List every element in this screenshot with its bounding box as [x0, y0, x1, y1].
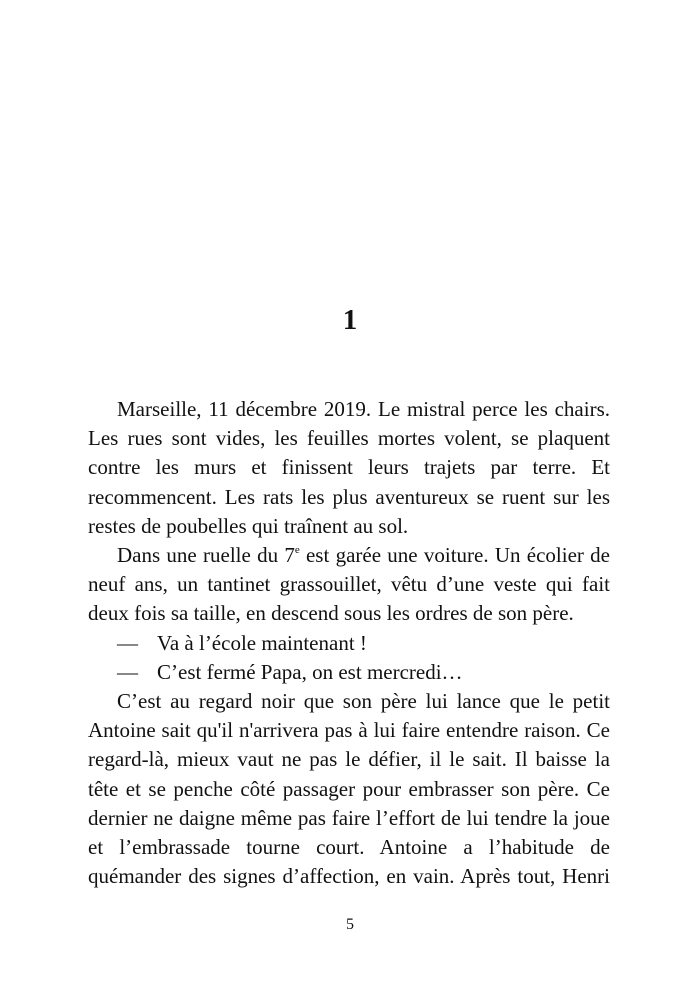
dialogue-line-father [88, 629, 610, 658]
dialogue-line-son [88, 658, 610, 687]
body-text [88, 395, 610, 891]
dialogue-dash: — [117, 659, 138, 684]
paragraph-car [88, 541, 610, 629]
dialogue-text: C’est fermé Papa, on est mercredi… [157, 659, 463, 684]
chapter-number: 1 [342, 304, 358, 336]
paragraph-car-end: est garée une voiture. Un écolier de neuf ans, un tantinet grassouillet, vêtu d’une veste qui fait deux fois sa taille, en descend sous les ordres de son père. [88, 543, 610, 626]
paragraph-car-start: Dans une ruelle du 7 [117, 543, 295, 568]
paragraph-glance: C’est au regard noir que son père lui lance que le petit Antoine sait qu'il n'arrivera pas à lui faire entendre raison. Ce regard-là, mieux vaut ne pas le défier, il le sait. Il baisse la tête et se penche côté passager pour embrasser son père. Ce dernier ne daigne même pas faire l’effort de lui tendre la joue et l’embrassade tourne court. Antoine a l’habitude de quémander des signes d’affection, en vain. Après tout, Henri [88, 689, 610, 889]
ordinal-superscript: e [294, 544, 300, 557]
dialogue-text: Va à l’école maintenant ! [157, 630, 367, 655]
page-number: 5 [346, 916, 354, 933]
dialogue-dash: — [117, 630, 138, 655]
paragraph-opening: Marseille, 11 décembre 2019. Le mistral perce les chairs. Les rues sont vides, les feuilles mortes volent, se plaquent contre les murs et finissent leurs trajets par terre. Et recommencent. Les rats les plus aventureux se ruent sur les restes de poubelles qui traînent au sol. [88, 397, 610, 538]
